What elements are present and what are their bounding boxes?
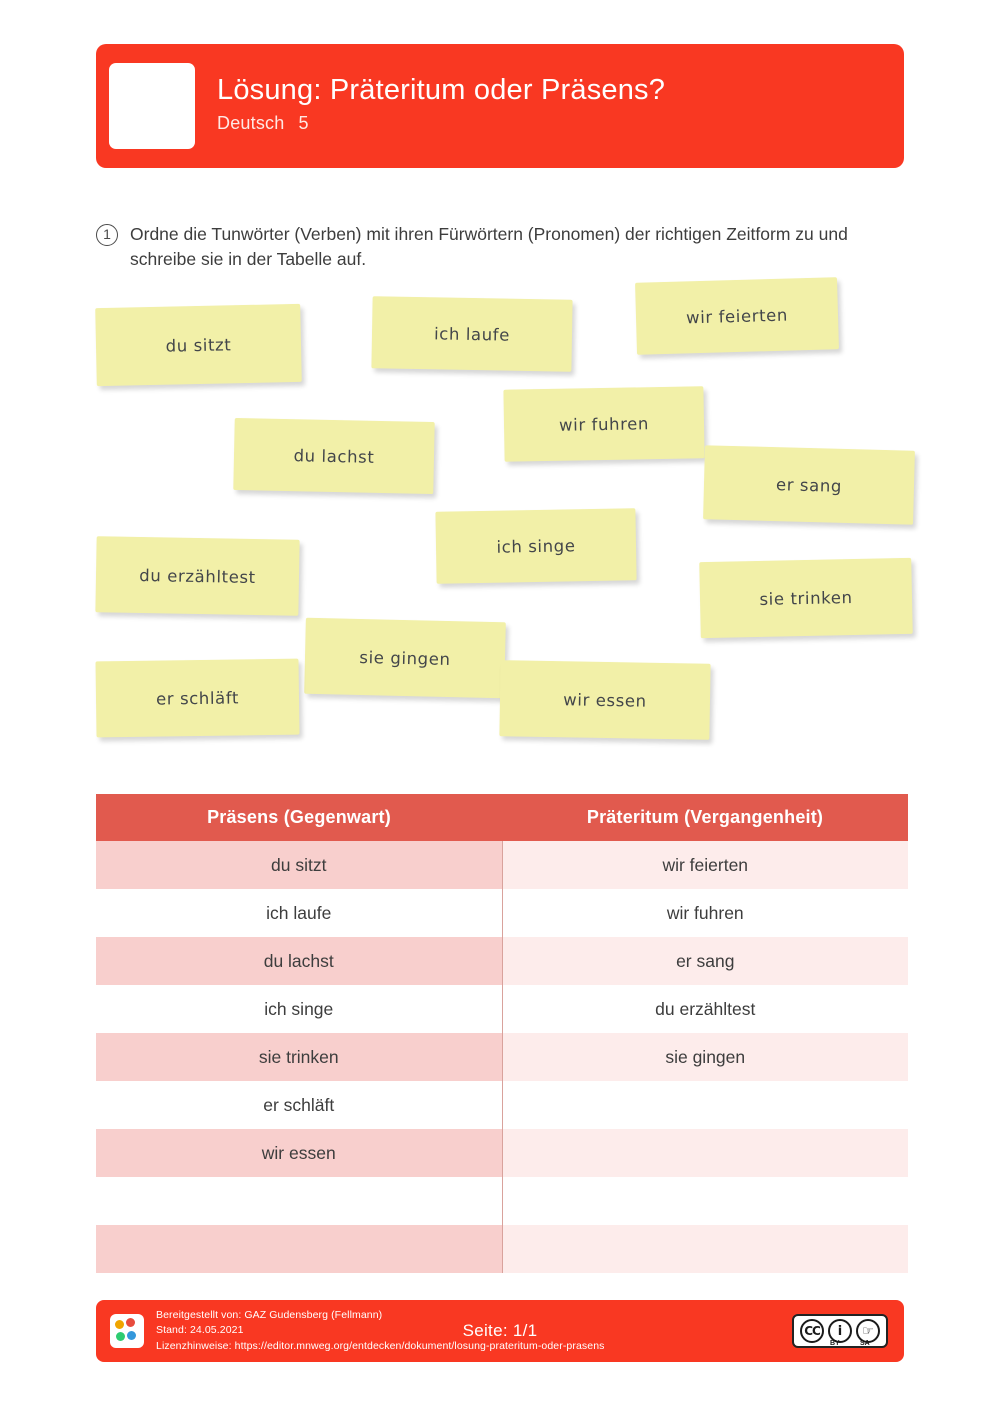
word-card[interactable] (233, 418, 434, 494)
table-cell[interactable]: du erzähltest (502, 985, 908, 1033)
subject-label: Deutsch (217, 112, 285, 133)
word-card[interactable] (95, 659, 299, 738)
word-card-label: sie gingen (359, 647, 451, 669)
table-cell[interactable]: wir feierten (502, 841, 908, 889)
footer-license: Lizenzhinweise: https://editor.mnweg.org/entdecken/dokument/losung-prateritum-oder-prasens (156, 1339, 605, 1352)
table-cell[interactable] (502, 1129, 908, 1177)
table-cell[interactable]: wir essen (96, 1129, 502, 1177)
answer-table-wrapper (96, 794, 908, 1273)
table-cell[interactable]: er schläft (96, 1081, 502, 1129)
word-card-label: du lachst (293, 445, 375, 467)
table-cell[interactable]: ich singe (96, 985, 502, 1033)
table-cell[interactable]: er sang (502, 937, 908, 985)
table-row (96, 889, 908, 937)
page-number: Seite: 1/1 (462, 1321, 538, 1340)
word-card-label: du sitzt (165, 334, 232, 356)
word-card[interactable] (304, 618, 506, 699)
word-card-label: ich laufe (433, 323, 511, 345)
task-number: 1 (96, 224, 118, 246)
table-header-row (96, 794, 908, 841)
table-row (96, 841, 908, 889)
word-card[interactable] (503, 386, 704, 461)
table-cell[interactable] (96, 1177, 502, 1225)
word-card-label: er sang (775, 474, 843, 496)
word-card[interactable] (635, 277, 839, 355)
table-header-prateritum: Präteritum (Vergangenheit) (502, 794, 908, 841)
header-text-block (217, 44, 665, 168)
cc-sa-icon: ☞ (856, 1319, 880, 1343)
footer-provided-by: Bereitgestellt von: GAZ Gudensberg (Fellmann) (156, 1309, 383, 1322)
word-card[interactable] (699, 558, 913, 638)
table-cell[interactable] (502, 1225, 908, 1273)
page-title: Lösung: Präteritum oder Präsens? (217, 74, 666, 107)
table-row (96, 985, 908, 1033)
word-card[interactable] (703, 445, 915, 524)
grade-label: 5 (298, 112, 309, 133)
table-cell[interactable]: ich laufe (96, 889, 502, 937)
table-row (96, 1081, 908, 1129)
table-cell[interactable]: sie gingen (502, 1033, 908, 1081)
word-card-label: wir fuhren (558, 413, 650, 435)
word-card-label: wir feierten (685, 305, 789, 327)
table-row (96, 1129, 908, 1177)
task-block (96, 222, 908, 273)
table-header-prasens: Präsens (Gegenwart) (96, 794, 502, 841)
word-card[interactable] (95, 536, 299, 616)
table-row (96, 937, 908, 985)
word-card-label: ich singe (496, 535, 576, 557)
cc-by-label: BY (830, 1340, 840, 1347)
table-cell[interactable]: du lachst (96, 937, 502, 985)
answer-table (96, 794, 908, 1273)
table-cell[interactable] (502, 1177, 908, 1225)
word-card[interactable] (499, 660, 710, 740)
word-card[interactable] (95, 304, 302, 386)
creative-commons-icon (792, 1314, 888, 1348)
table-cell[interactable] (96, 1225, 502, 1273)
header-subtitle (217, 113, 665, 134)
word-card[interactable] (371, 296, 572, 371)
cc-sa-label: SA (860, 1340, 870, 1347)
word-card-label: er schläft (155, 687, 240, 709)
task-instruction: Ordne die Tunwörter (Verben) mit ihren Fürwörtern (Pronomen) der richtigen Zeitform zu und schreibe sie in der Tabelle auf. (130, 224, 848, 270)
header-logo-placeholder (109, 63, 195, 149)
table-cell[interactable]: sie trinken (96, 1033, 502, 1081)
document-footer (96, 1300, 904, 1362)
footer-date: Stand: 24.05.2021 (156, 1324, 244, 1337)
word-card-label: du erzähltest (139, 565, 256, 587)
word-card-area (0, 270, 1000, 770)
word-card-label: sie trinken (759, 587, 853, 609)
document-header (96, 44, 904, 168)
table-body (96, 841, 908, 1273)
table-row (96, 1177, 908, 1225)
table-cell[interactable] (502, 1081, 908, 1129)
cc-logo-icon: CC (800, 1319, 824, 1343)
table-cell[interactable]: du sitzt (96, 841, 502, 889)
cc-by-icon: i (828, 1319, 852, 1343)
table-row (96, 1225, 908, 1273)
table-row (96, 1033, 908, 1081)
word-card[interactable] (435, 508, 636, 583)
word-card-label: wir essen (563, 689, 647, 711)
table-cell[interactable]: wir fuhren (502, 889, 908, 937)
